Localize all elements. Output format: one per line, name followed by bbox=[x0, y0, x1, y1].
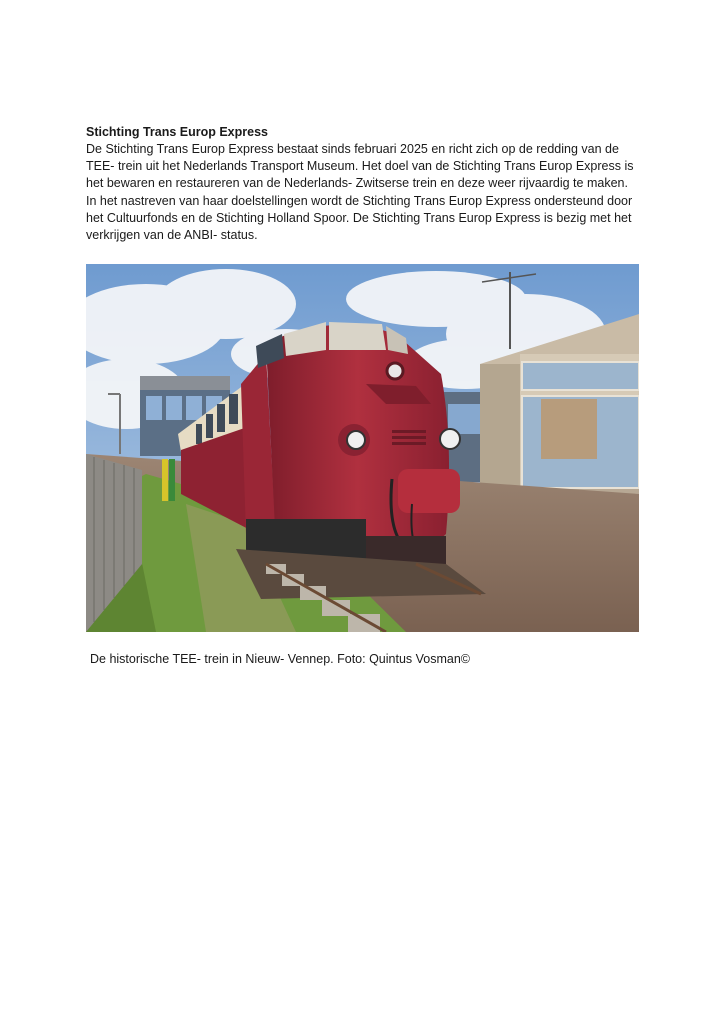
photo-caption: De historische TEE- trein in Nieuw- Vennep. Foto: Quintus Vosman© bbox=[90, 652, 470, 666]
article-heading: Stichting Trans Europ Express bbox=[86, 125, 268, 139]
article-body: De Stichting Trans Europ Express bestaat sinds februari 2025 en richt zich op de redding van de TEE- trein uit het Nederlands Transport Museum. Het doel van de Stichting Trans Europ Express is het bewaren en restaureren van de Nederlands- Zwitserse trein en deze weer rijvaardig te maken. In het nastreven van haar doelstellingen wordt de Stichting Trans Europ Express ondersteund door het Cultuurfonds en de Stichting Holland Spoor. De Stichting Trans Europ Express is bezig met het verkrijgen van de ANBI- status. bbox=[86, 142, 634, 243]
train-photo bbox=[86, 264, 639, 632]
